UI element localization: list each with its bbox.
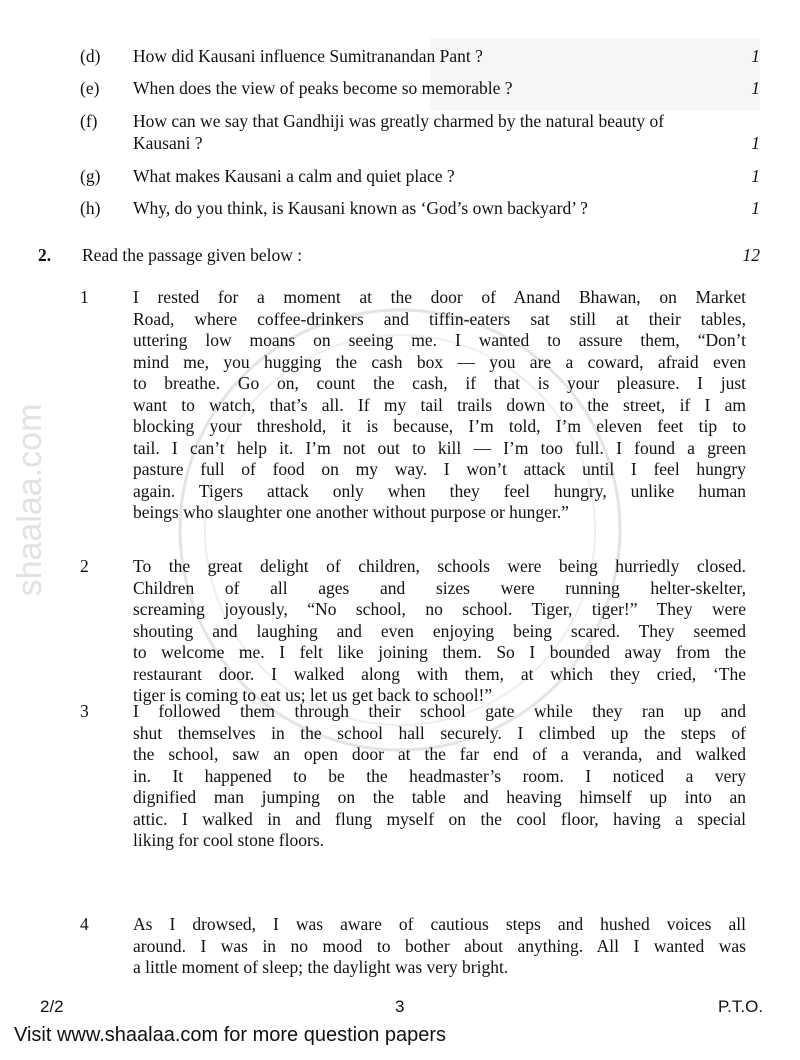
paragraph-line: Children of all ages and sizes were running helter-skelter, <box>133 577 746 598</box>
question-label: (d) <box>80 46 101 66</box>
paragraph-line: pasture full of food on my way. I won’t attack until I feel hungry <box>133 459 746 479</box>
question-label: (e) <box>80 78 100 98</box>
paragraph-number: 4 <box>80 914 89 934</box>
paragraph-line: I rested for a moment at the door of Anand Bhawan, on Market <box>133 287 746 307</box>
paragraph-line: liking for cool stone floors. <box>133 830 325 850</box>
paragraph-line: tail. I can’t help it. I’m not out to kill — I’m too full. I found a green <box>133 437 746 458</box>
question-marks: 1 <box>751 78 760 98</box>
paragraph-line: uttering low moans on seeing me. I wanted to assure them, “Don’t <box>133 330 746 350</box>
paragraph-line: shouting and laughing and even enjoying being scared. They seemed <box>133 620 746 641</box>
paragraph-line: restaurant door. I walked along with them, at which they cried, ‘The <box>133 663 746 684</box>
paragraph-line: shut themselves in the school hall securely. I climbed up the steps of <box>133 722 746 743</box>
question-text: Read the passage given below : <box>82 245 303 265</box>
paragraph-line: to breathe. Go on, count the cash, if that is your pleasure. I just <box>133 373 746 393</box>
paragraph-line: blocking your threshold, it is because, I’m told, I’m eleven feet tip to <box>133 416 746 436</box>
paragraph-number: 2 <box>80 556 89 576</box>
question-marks: 1 <box>751 198 760 218</box>
question-number: 2. <box>38 245 52 265</box>
question-marks: 1 <box>751 166 760 186</box>
paragraph-body <box>133 914 746 979</box>
paragraph-line: mind me, you hugging the cash box — you are a coward, afraid even <box>133 351 746 372</box>
paragraph-line: dignified man jumping on the table and heaving himself up into an <box>133 787 746 807</box>
paragraph-body <box>133 556 746 707</box>
question-marks: 1 <box>751 133 760 153</box>
paragraph-line: As I drowsed, I was aware of cautious steps and hushed voices all <box>133 914 746 934</box>
pto-label: P.T.O. <box>718 997 764 1016</box>
question-label: (f) <box>80 111 98 131</box>
question-label: (h) <box>80 198 101 218</box>
paragraph-line: to welcome me. I felt like joining them. So I bounded away from the <box>133 642 746 662</box>
paragraph-line: beings who slaughter one another without purpose or hunger.” <box>133 502 569 522</box>
visit-link[interactable]: Visit www.shaalaa.com for more question papers <box>14 1024 447 1046</box>
question-label: (g) <box>80 166 101 186</box>
paragraph-line: again. Tigers attack only when they feel hungry, unlike human <box>133 480 746 501</box>
paragraph-body <box>133 287 746 524</box>
paragraph-line: want to watch, that’s all. If my tail trails down to the street, if I am <box>133 394 746 415</box>
question-marks: 1 <box>751 46 760 66</box>
question-text: How can we say that Gandhiji was greatly charmed by the natural beauty of Kausani ? <box>133 111 665 153</box>
watermark-text: shaalaa.com <box>11 403 49 597</box>
paragraph-line: attic. I walked in and flung myself on the cool floor, having a special <box>133 808 746 829</box>
question-text: When does the view of peaks become so memorable ? <box>133 78 513 98</box>
paragraph-line: To the great delight of children, schools were being hurriedly closed. <box>133 556 746 576</box>
paragraph-number: 1 <box>80 287 89 307</box>
question-text: What makes Kausani a calm and quiet place ? <box>133 166 455 186</box>
paragraph-line: in. It happened to be the headmaster’s room. I noticed a very <box>133 765 746 786</box>
paragraph-line: around. I was in no mood to bother about anything. All I wanted was <box>133 935 746 956</box>
paragraph-line: Road, where coffee-drinkers and tiffin-eaters sat still at their tables, <box>133 308 746 329</box>
question-marks: 12 <box>742 245 760 265</box>
paragraph-number: 3 <box>80 701 89 721</box>
paragraph-line: screaming joyously, “No school, no school. Tiger, tiger!” They were <box>133 599 746 619</box>
question-text: Why, do you think, is Kausani known as ‘God’s own backyard’ ? <box>133 198 588 218</box>
question-text: How did Kausani influence Sumitranandan Pant ? <box>133 46 483 66</box>
paragraph-line: tiger is coming to eat us; let us get back to school!” <box>133 685 493 705</box>
paragraph-line: a little moment of sleep; the daylight was very bright. <box>133 957 509 977</box>
page-number: 3 <box>395 997 405 1016</box>
paragraph-line: the school, saw an open door at the far end of a veranda, and walked <box>133 744 746 764</box>
paragraph-line: I followed them through their school gate while they ran up and <box>133 701 746 721</box>
paragraph-body <box>133 701 746 852</box>
paper-code: 2/2 <box>40 997 64 1016</box>
